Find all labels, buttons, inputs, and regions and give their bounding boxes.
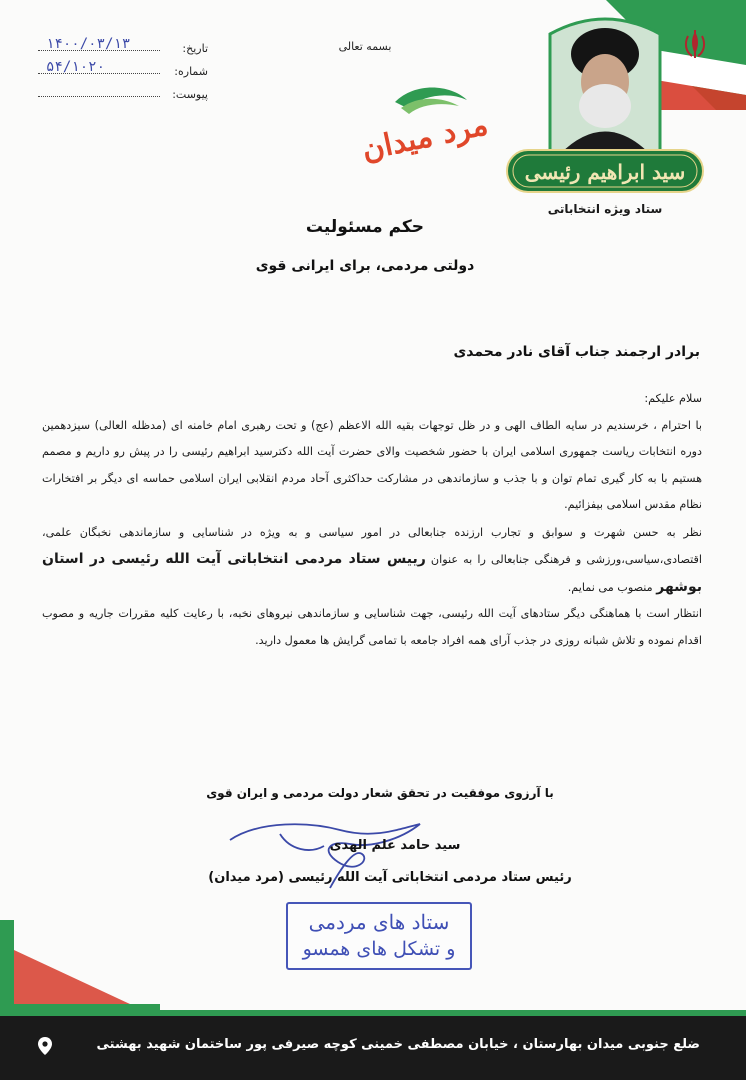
organization-stamp bbox=[286, 902, 472, 970]
document-title: حکم مسئولیت bbox=[305, 217, 425, 237]
location-pin-icon bbox=[38, 1037, 52, 1055]
attachment-row bbox=[38, 84, 208, 107]
paragraph-2 bbox=[42, 520, 702, 602]
name-badge-frame bbox=[505, 148, 705, 194]
recipient-line: برادر ارجمند جناب آقای نادر محمدی bbox=[453, 344, 700, 360]
letter-body bbox=[42, 386, 702, 654]
hq-label: ستاد ویژه انتخاباتی bbox=[547, 202, 663, 216]
green-corner-decoration bbox=[0, 920, 160, 1010]
closing-wish: با آرزوی موفقیت در تحقق شعار دولت مردمی و ایران قوی bbox=[206, 786, 554, 800]
attachment-dotted-line bbox=[38, 96, 160, 97]
signatory-name: سید حامد علم الهدی bbox=[329, 838, 461, 853]
stamp-line-2: و تشکل های همسو bbox=[302, 938, 456, 960]
date-label: تاریخ: bbox=[182, 42, 208, 55]
logo-text: مرد میدان bbox=[358, 107, 492, 168]
date-row bbox=[38, 38, 208, 61]
footer-bar bbox=[0, 1010, 746, 1080]
date-value: ۱۴۰۰/۰۳/۱۳ bbox=[46, 36, 131, 52]
iran-emblem-icon bbox=[680, 28, 710, 62]
number-label: شماره: bbox=[174, 65, 208, 78]
mard-meydan-logo bbox=[355, 82, 495, 187]
paragraph-3: انتظار است با هماهنگی دیگر ستادهای آیت الله رئیسی، جهت شناسایی و سازماندهی نیروهای نخبه، با رعایت کلیه مقررات جاریه و مصوب اقدام نموده و تلاش شبانه روزی در جذب آرای همه افراد جامعه با تمامی گرایش ها معمول دارید. bbox=[42, 607, 702, 647]
number-value: ۵۴/۱۰۲۰ bbox=[46, 59, 106, 75]
attachment-label: پیوست: bbox=[172, 88, 208, 101]
letter-meta bbox=[38, 38, 208, 107]
footer-address: ضلع جنوبی میدان بهارستان ، خیابان مصطفی خمینی کوچه صیرفی پور ساختمان شهید بهشتی bbox=[96, 1037, 700, 1052]
signatory-title: رئیس ستاد مردمی انتخاباتی آیت الله رئیسی (مرد میدان) bbox=[208, 870, 572, 885]
stamp-line-1: ستاد های مردمی bbox=[308, 910, 450, 934]
appointment-position: رییس ستاد مردمی انتخاباتی آیت الله رئیسی در استان بوشهر bbox=[42, 551, 702, 595]
document-subtitle: دولتی مردمی، برای ایرانی قوی bbox=[255, 258, 475, 274]
paragraph-1: با احترام ، خرسندیم در سایه الطاف الهی و در ظل توجهات بقیه الله الاعظم (عج) و تحت رهبری امام خامنه ای (مدظله العالی) سیزدهمین دوره انتخابات ریاست جمهوری اسلامی ایران با حضور شخصیت والای حضرت آیت الله دکترسید ابراهیم رئیسی را در پیش رو داریم و مصمم هستیم با به کار گیری تمام توان و با جذب و سازماندهی در مشارکت حداکثری آحاد مردم انقلابی ایران اسلامی حماسه ای دیگر بر افتخارات نظام مقدس اسلامی بیفزائیم. bbox=[42, 418, 702, 511]
footer-green-stripe bbox=[0, 1010, 746, 1016]
number-row bbox=[38, 61, 208, 84]
basmala: بسمه تعالی bbox=[338, 40, 392, 53]
greeting: سلام علیکم: bbox=[644, 392, 702, 405]
paragraph-2-start: نظر به حسن شهرت و سوابق و تجارب ارزنده جنابعالی در امور سیاسی و به ویژه در شناسایی و سازماندهی نخبگان علمی، اقتصادی،سیاسی،ورزشی و فرهنگی جنابعالی را به عنوان bbox=[42, 525, 702, 566]
handwritten-signature bbox=[220, 810, 460, 900]
badge-name-text: سید ابراهیم رئیسی bbox=[524, 160, 686, 184]
candidate-portrait bbox=[540, 14, 670, 154]
paragraph-2-end: منصوب می نمایم. bbox=[567, 580, 653, 594]
